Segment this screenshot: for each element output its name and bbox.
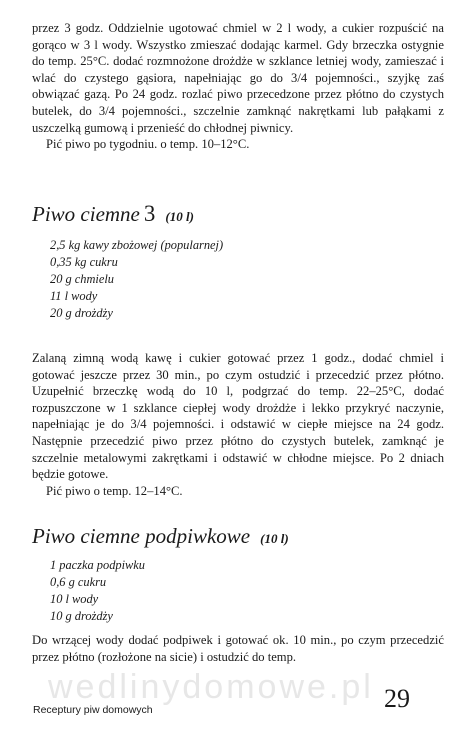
recipe-title-piwo-ciemne-podpiwkowe xyxy=(32,524,289,549)
ingredient-item: 1 paczka podpiwku xyxy=(50,558,145,572)
recipe-instructions xyxy=(32,632,444,665)
recipe-title-text: Piwo ciemne xyxy=(32,202,140,226)
continued-paragraph: przez 3 godz. Oddzielnie ugotować chmiel w 2 l wody, a cukier rozpuścić na gorąco w 3 l wody. Wszystko zmieszać dodając karmel. Gdy brzeczka ostygnie do temp. 25°C. dodać rozmnożone drożdże w szklance letniej wody, zamieszać i wlać do czystego gąsiora, napełniając go do 3/4 pojemności., szyjkę zaś obwiązać gazą. Po 24 godz. rozlać piwo przecedzone przez płótno do czystych butelek, do 3/4 pojemności., szczelnie zamknąć nakrętkami lub pałąkami z uszczelką gumową i przenieść do chłodnej piwnicy. xyxy=(32,21,444,135)
instructions-paragraph: Do wrzącej wody dodać podpiwek i gotować ok. 10 min., po czym przecedzić przez płótno (rozłożone na sicie) i ostudzić do temp. xyxy=(32,633,444,664)
ingredient-list xyxy=(50,237,223,322)
ingredient-item: 2,5 kg kawy zbożowej (popularnej) xyxy=(50,238,224,252)
continued-recipe-text xyxy=(32,20,444,153)
running-footer-title: Receptury piw domowych xyxy=(33,704,153,716)
ingredient-item: 0,35 kg cukru xyxy=(50,255,118,269)
instructions-paragraph: Zalaną zimną wodą kawę i cukier gotować przez 1 godz., dodać chmiel i gotować jeszcze przez 30 min., po czym ostudzić i przecedzić przez płótno. Uzupełnić brzeczkę wodą do 10 l, podgrzać do temp. 22–25°C, dodać rozpuszczone w 1 szklance ciepłej wody drożdże i lekko przykryć naczynie, napełniając je do 3/4 pojemności. i odstawić w ciepłe miejsce na 24 godz. Następnie przecedzić piwo przez płótno do czystych butelek, zamknąć je szczelnie metalowymi zakrętkami i odstawić w chłodne miejsce. Po 2 dniach będzie gotowe. xyxy=(32,351,444,482)
ingredient-item: 0,6 g cukru xyxy=(50,575,107,589)
recipe-volume: (10 l) xyxy=(260,531,289,546)
recipe-volume: (10 l) xyxy=(165,209,194,224)
recipe-title-text: Piwo ciemne podpiwkowe xyxy=(32,524,251,548)
ingredient-item: 20 g chmielu xyxy=(50,272,115,286)
recipe-title-piwo-ciemne-3 xyxy=(32,201,194,227)
ingredient-list xyxy=(50,557,145,625)
serving-note: Pić piwo o temp. 12–14°C. xyxy=(46,483,183,498)
ingredient-item: 10 l wody xyxy=(50,592,99,606)
ingredient-item: 20 g drożdży xyxy=(50,306,113,320)
recipe-instructions xyxy=(32,350,444,499)
watermark: wedlinydomowe.pl xyxy=(48,668,374,706)
ingredient-item: 10 g drożdży xyxy=(50,609,113,623)
recipe-title-number: 3 xyxy=(143,201,156,226)
serving-note: Pić piwo po tygodniu. o temp. 10–12°C. xyxy=(46,137,250,152)
ingredient-item: 11 l wody xyxy=(50,289,98,303)
page-number: 29 xyxy=(384,684,410,713)
